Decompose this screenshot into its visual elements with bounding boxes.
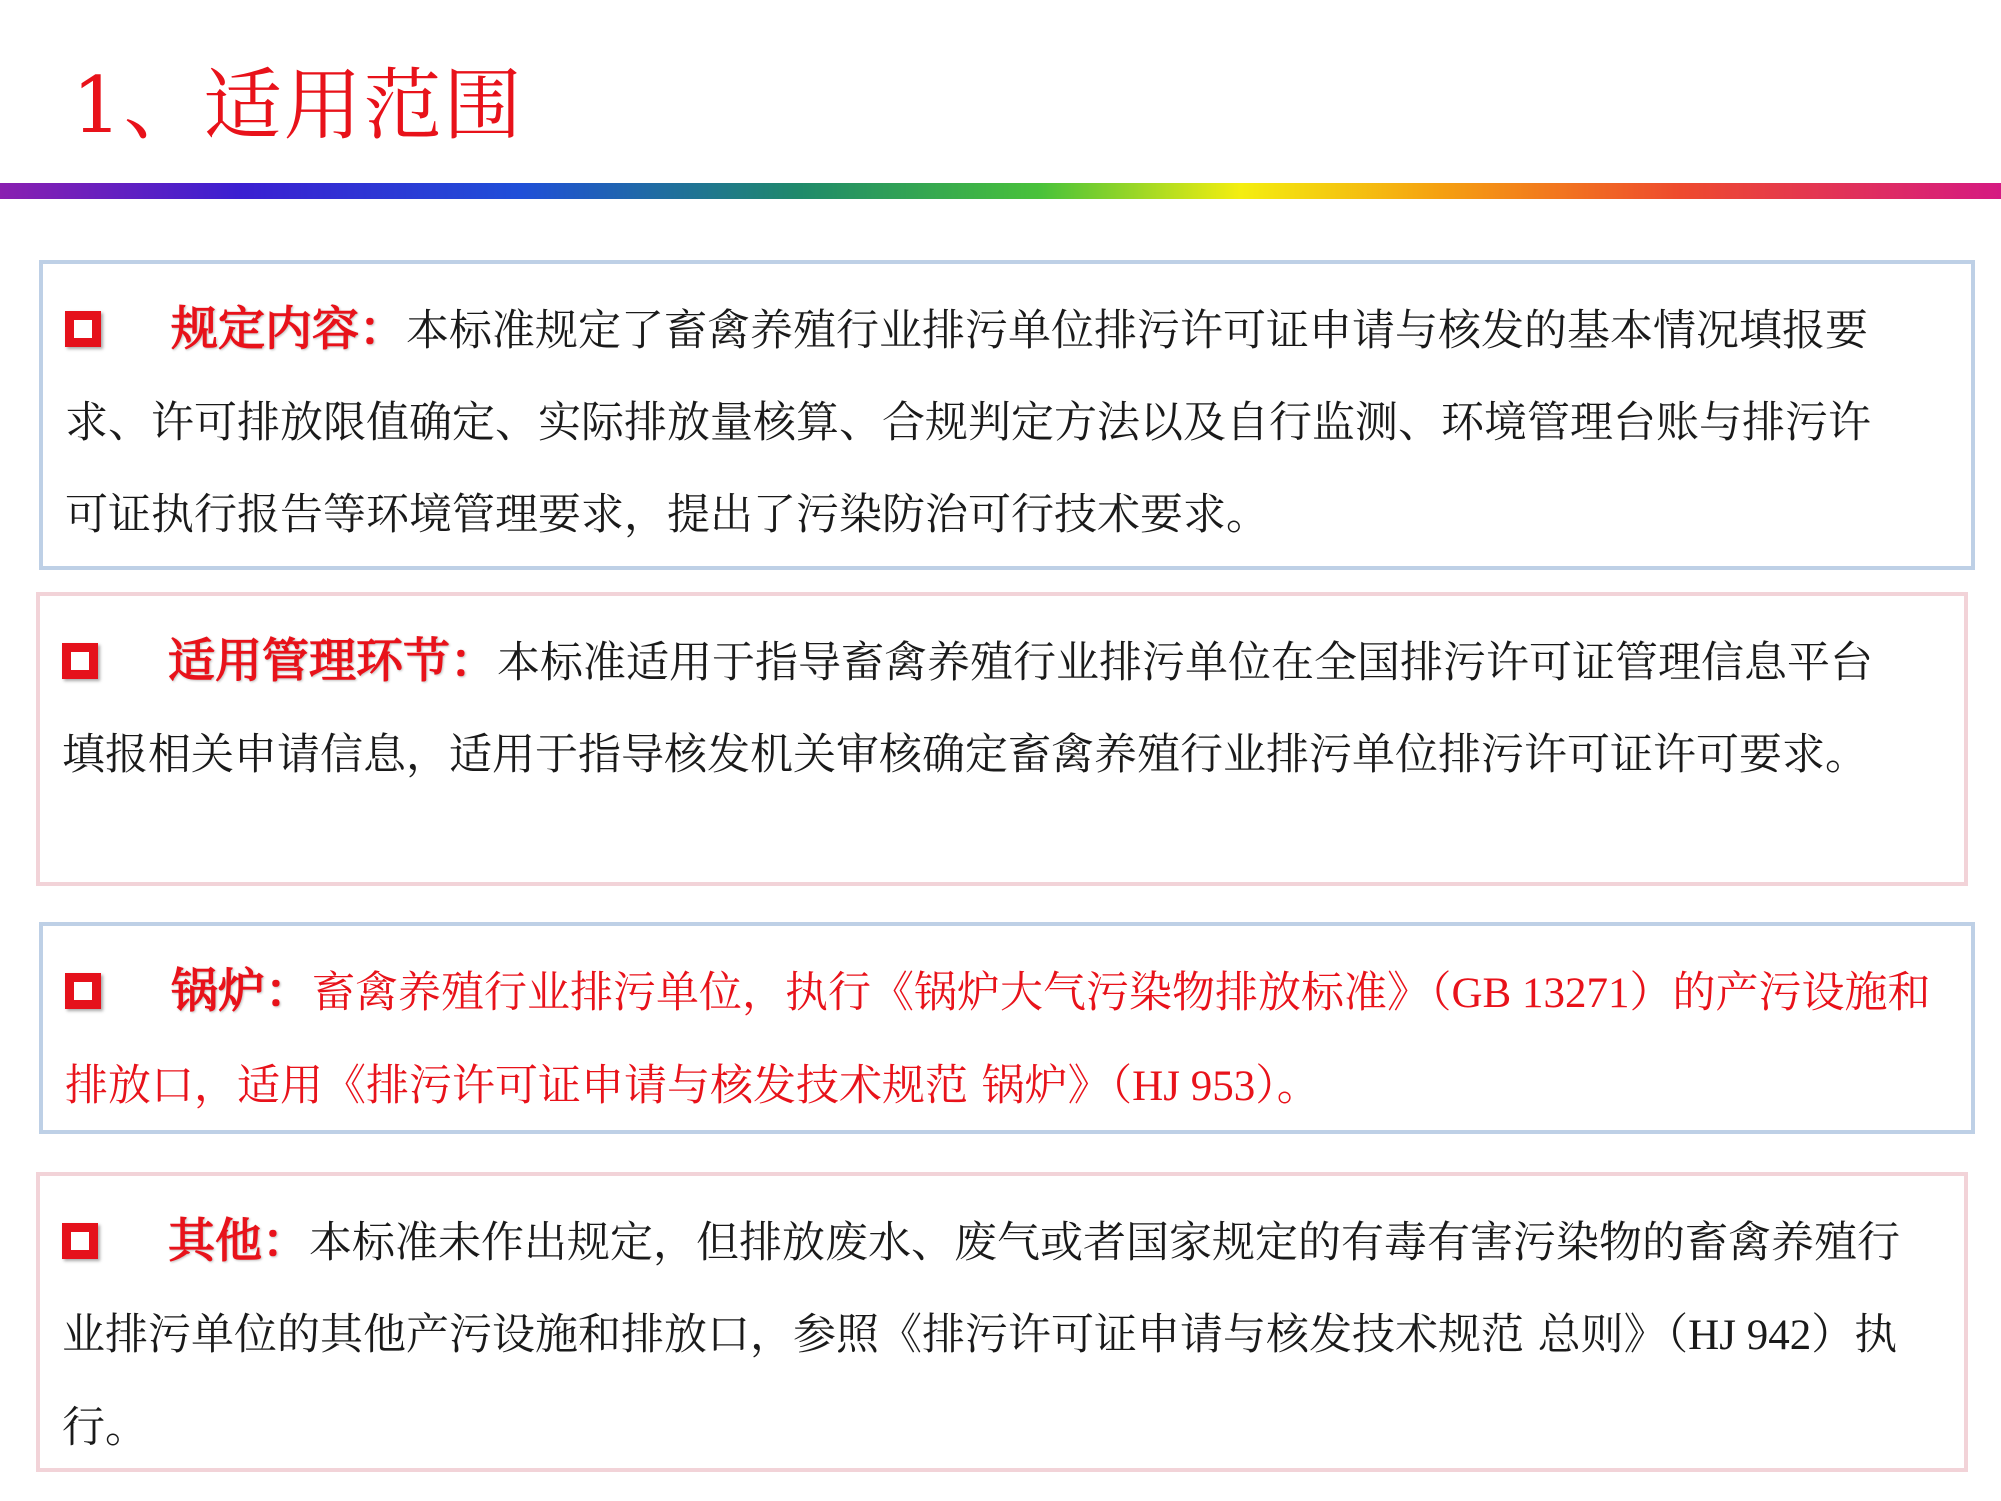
section-text: 本标准适用于指导畜禽养殖行业排污单位在全国排污许可证管理信息平台填报相关申请信息，适用于指导核发机关审核确定畜禽养殖行业排污单位排污许可证许可要求。 (62, 638, 1873, 780)
section-box-management (36, 592, 1968, 886)
section-box-scope (39, 260, 1975, 570)
section-lead: 其他： (168, 1214, 309, 1269)
standard-code: HJ 953 (1132, 1063, 1256, 1110)
rainbow-divider (0, 183, 2001, 199)
square-bullet-icon (65, 311, 101, 347)
section-text: 本标准规定了畜禽养殖行业排污单位排污许可证申请与核发的基本情况填报要求、许可排放限值确定、实际排放量核算、合规判定方法以及自行监测、环境管理台账与排污许可证执行报告等环境管理要求，提出了污染防治可行技术要求。 (65, 306, 1871, 540)
section-text-part: ）的产污设施和排放口，适用《排污许可证申请与核发技术规范 锅炉》（ (65, 968, 1931, 1111)
square-bullet-icon (62, 1223, 98, 1259)
square-bullet-icon (65, 973, 101, 1009)
section-paragraph (62, 1196, 1936, 1474)
standard-code: GB 13271 (1451, 970, 1630, 1017)
section-paragraph (65, 946, 1955, 1133)
section-box-other (36, 1172, 1968, 1472)
section-text-part: ）执行。 (62, 1310, 1898, 1453)
section-paragraph (62, 616, 1904, 801)
section-lead: 规定内容： (171, 302, 406, 357)
section-text-part: ）。 (1255, 1061, 1320, 1111)
page-title: 1、适用范围 (72, 61, 524, 151)
square-bullet-icon (62, 643, 98, 679)
standard-code: HJ 942 (1688, 1312, 1812, 1359)
section-text-part: 畜禽养殖行业排污单位，执行《锅炉大气污染物排放标准》（ (312, 968, 1452, 1018)
section-lead: 锅炉： (171, 964, 312, 1019)
section-box-boiler (39, 922, 1975, 1134)
section-lead: 适用管理环节： (168, 634, 497, 689)
section-paragraph (65, 284, 1907, 561)
section-text-part: 本标准未作出规定，但排放废水、废气或者国家规定的有毒有害污染物的畜禽养殖行业排污单位的其他产污设施和排放口，参照《排污许可证申请与核发技术规范 总则》（ (62, 1218, 1900, 1360)
